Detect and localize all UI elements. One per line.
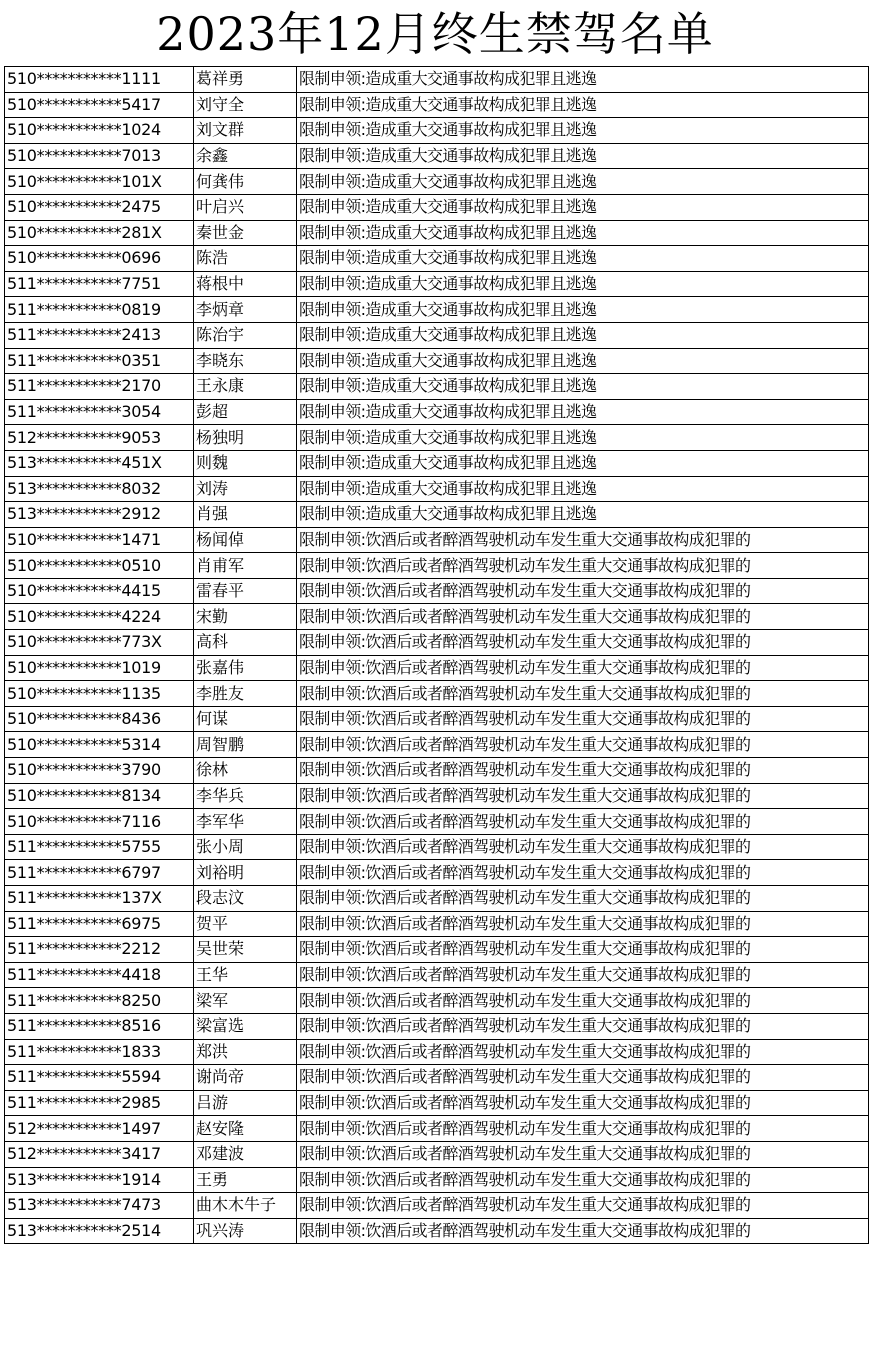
table-row xyxy=(5,1065,869,1091)
reason-cell: 限制申领:饮酒后或者醉酒驾驶机动车发生重大交通事故构成犯罪的 xyxy=(297,1116,869,1142)
name-cell: 彭超 xyxy=(194,399,297,425)
reason-cell: 限制申领:造成重大交通事故构成犯罪且逃逸 xyxy=(297,322,869,348)
reason-cell: 限制申领:饮酒后或者醉酒驾驶机动车发生重大交通事故构成犯罪的 xyxy=(297,886,869,912)
table-row xyxy=(5,578,869,604)
reason-cell: 限制申领:饮酒后或者醉酒驾驶机动车发生重大交通事故构成犯罪的 xyxy=(297,732,869,758)
id-number-cell: 511***********137X xyxy=(5,886,194,912)
id-number-cell: 511***********6975 xyxy=(5,911,194,937)
id-number-cell: 510***********7013 xyxy=(5,143,194,169)
name-cell: 则魏 xyxy=(194,450,297,476)
name-cell: 吕游 xyxy=(194,1090,297,1116)
id-number-cell: 511***********8250 xyxy=(5,988,194,1014)
name-cell: 曲木木牛子 xyxy=(194,1193,297,1219)
reason-cell: 限制申领:饮酒后或者醉酒驾驶机动车发生重大交通事故构成犯罪的 xyxy=(297,578,869,604)
reason-cell: 限制申领:造成重大交通事故构成犯罪且逃逸 xyxy=(297,348,869,374)
name-cell: 蒋根中 xyxy=(194,271,297,297)
id-number-cell: 511***********3054 xyxy=(5,399,194,425)
name-cell: 梁军 xyxy=(194,988,297,1014)
id-number-cell: 511***********6797 xyxy=(5,860,194,886)
id-number-cell: 511***********7751 xyxy=(5,271,194,297)
name-cell: 陈浩 xyxy=(194,246,297,272)
id-number-cell: 510***********5314 xyxy=(5,732,194,758)
name-cell: 葛祥勇 xyxy=(194,67,297,93)
reason-cell: 限制申领:造成重大交通事故构成犯罪且逃逸 xyxy=(297,271,869,297)
id-number-cell: 511***********8516 xyxy=(5,1013,194,1039)
id-number-cell: 511***********2413 xyxy=(5,322,194,348)
id-number-cell: 512***********1497 xyxy=(5,1116,194,1142)
reason-cell: 限制申领:饮酒后或者醉酒驾驶机动车发生重大交通事故构成犯罪的 xyxy=(297,1065,869,1091)
table-row xyxy=(5,962,869,988)
id-number-cell: 510***********281X xyxy=(5,220,194,246)
id-number-cell: 511***********0819 xyxy=(5,297,194,323)
id-number-cell: 513***********8032 xyxy=(5,476,194,502)
table-row xyxy=(5,911,869,937)
table-row xyxy=(5,604,869,630)
id-number-cell: 510***********4415 xyxy=(5,578,194,604)
name-cell: 刘涛 xyxy=(194,476,297,502)
table-row xyxy=(5,450,869,476)
reason-cell: 限制申领:饮酒后或者醉酒驾驶机动车发生重大交通事故构成犯罪的 xyxy=(297,911,869,937)
id-number-cell: 510***********5417 xyxy=(5,92,194,118)
id-number-cell: 511***********2170 xyxy=(5,374,194,400)
name-cell: 肖甫军 xyxy=(194,553,297,579)
name-cell: 张小周 xyxy=(194,834,297,860)
name-cell: 何谋 xyxy=(194,706,297,732)
table-row xyxy=(5,630,869,656)
table-row xyxy=(5,271,869,297)
table-row xyxy=(5,1090,869,1116)
reason-cell: 限制申领:饮酒后或者醉酒驾驶机动车发生重大交通事故构成犯罪的 xyxy=(297,1039,869,1065)
name-cell: 段志汶 xyxy=(194,886,297,912)
reason-cell: 限制申领:饮酒后或者醉酒驾驶机动车发生重大交通事故构成犯罪的 xyxy=(297,783,869,809)
id-number-cell: 510***********0510 xyxy=(5,553,194,579)
table-row xyxy=(5,527,869,553)
id-number-cell: 511***********2212 xyxy=(5,937,194,963)
reason-cell: 限制申领:造成重大交通事故构成犯罪且逃逸 xyxy=(297,194,869,220)
reason-cell: 限制申领:造成重大交通事故构成犯罪且逃逸 xyxy=(297,220,869,246)
reason-cell: 限制申领:造成重大交通事故构成犯罪且逃逸 xyxy=(297,297,869,323)
reason-cell: 限制申领:造成重大交通事故构成犯罪且逃逸 xyxy=(297,374,869,400)
name-cell: 谢尚帝 xyxy=(194,1065,297,1091)
id-number-cell: 510***********1019 xyxy=(5,655,194,681)
table-row xyxy=(5,246,869,272)
reason-cell: 限制申领:饮酒后或者醉酒驾驶机动车发生重大交通事故构成犯罪的 xyxy=(297,834,869,860)
table-row xyxy=(5,706,869,732)
name-cell: 刘文群 xyxy=(194,118,297,144)
reason-cell: 限制申领:造成重大交通事故构成犯罪且逃逸 xyxy=(297,143,869,169)
page-title: 2023年12月终生禁驾名单 xyxy=(156,7,714,61)
name-cell: 李华兵 xyxy=(194,783,297,809)
id-number-cell: 510***********2475 xyxy=(5,194,194,220)
reason-cell: 限制申领:饮酒后或者醉酒驾驶机动车发生重大交通事故构成犯罪的 xyxy=(297,1141,869,1167)
table-row xyxy=(5,322,869,348)
id-number-cell: 512***********3417 xyxy=(5,1141,194,1167)
name-cell: 王华 xyxy=(194,962,297,988)
reason-cell: 限制申领:饮酒后或者醉酒驾驶机动车发生重大交通事故构成犯罪的 xyxy=(297,1167,869,1193)
table-row xyxy=(5,67,869,93)
reason-cell: 限制申领:饮酒后或者醉酒驾驶机动车发生重大交通事故构成犯罪的 xyxy=(297,809,869,835)
name-cell: 张嘉伟 xyxy=(194,655,297,681)
table-row xyxy=(5,783,869,809)
name-cell: 李军华 xyxy=(194,809,297,835)
name-cell: 邓建波 xyxy=(194,1141,297,1167)
id-number-cell: 510***********8134 xyxy=(5,783,194,809)
id-number-cell: 511***********0351 xyxy=(5,348,194,374)
name-cell: 周智鹏 xyxy=(194,732,297,758)
table-row xyxy=(5,1167,869,1193)
id-number-cell: 510***********3790 xyxy=(5,758,194,784)
reason-cell: 限制申领:饮酒后或者醉酒驾驶机动车发生重大交通事故构成犯罪的 xyxy=(297,1090,869,1116)
name-cell: 雷春平 xyxy=(194,578,297,604)
reason-cell: 限制申领:造成重大交通事故构成犯罪且逃逸 xyxy=(297,169,869,195)
table-row xyxy=(5,1193,869,1219)
table-row xyxy=(5,681,869,707)
table-row xyxy=(5,655,869,681)
reason-cell: 限制申领:造成重大交通事故构成犯罪且逃逸 xyxy=(297,246,869,272)
id-number-cell: 513***********1914 xyxy=(5,1167,194,1193)
id-number-cell: 510***********7116 xyxy=(5,809,194,835)
table-row xyxy=(5,92,869,118)
reason-cell: 限制申领:饮酒后或者醉酒驾驶机动车发生重大交通事故构成犯罪的 xyxy=(297,681,869,707)
reason-cell: 限制申领:饮酒后或者醉酒驾驶机动车发生重大交通事故构成犯罪的 xyxy=(297,1218,869,1244)
name-cell: 陈治宇 xyxy=(194,322,297,348)
name-cell: 郑洪 xyxy=(194,1039,297,1065)
reason-cell: 限制申领:饮酒后或者醉酒驾驶机动车发生重大交通事故构成犯罪的 xyxy=(297,604,869,630)
table-row xyxy=(5,399,869,425)
reason-cell: 限制申领:饮酒后或者醉酒驾驶机动车发生重大交通事故构成犯罪的 xyxy=(297,962,869,988)
id-number-cell: 513***********2514 xyxy=(5,1218,194,1244)
table-row xyxy=(5,1116,869,1142)
reason-cell: 限制申领:饮酒后或者醉酒驾驶机动车发生重大交通事故构成犯罪的 xyxy=(297,1193,869,1219)
reason-cell: 限制申领:造成重大交通事故构成犯罪且逃逸 xyxy=(297,425,869,451)
name-cell: 刘守全 xyxy=(194,92,297,118)
name-cell: 杨闻倬 xyxy=(194,527,297,553)
id-number-cell: 513***********7473 xyxy=(5,1193,194,1219)
table-row xyxy=(5,732,869,758)
name-cell: 巩兴涛 xyxy=(194,1218,297,1244)
banned-drivers-table xyxy=(4,66,869,1244)
name-cell: 梁富选 xyxy=(194,1013,297,1039)
id-number-cell: 513***********2912 xyxy=(5,502,194,528)
reason-cell: 限制申领:造成重大交通事故构成犯罪且逃逸 xyxy=(297,118,869,144)
table-row xyxy=(5,374,869,400)
table-row xyxy=(5,476,869,502)
name-cell: 李炳章 xyxy=(194,297,297,323)
table-row xyxy=(5,758,869,784)
reason-cell: 限制申领:饮酒后或者醉酒驾驶机动车发生重大交通事故构成犯罪的 xyxy=(297,758,869,784)
table-row xyxy=(5,937,869,963)
reason-cell: 限制申领:饮酒后或者醉酒驾驶机动车发生重大交通事故构成犯罪的 xyxy=(297,553,869,579)
reason-cell: 限制申领:饮酒后或者醉酒驾驶机动车发生重大交通事故构成犯罪的 xyxy=(297,655,869,681)
id-number-cell: 511***********4418 xyxy=(5,962,194,988)
table-row xyxy=(5,425,869,451)
id-number-cell: 511***********2985 xyxy=(5,1090,194,1116)
id-number-cell: 513***********451X xyxy=(5,450,194,476)
reason-cell: 限制申领:饮酒后或者醉酒驾驶机动车发生重大交通事故构成犯罪的 xyxy=(297,988,869,1014)
table-row xyxy=(5,169,869,195)
reason-cell: 限制申领:饮酒后或者醉酒驾驶机动车发生重大交通事故构成犯罪的 xyxy=(297,937,869,963)
id-number-cell: 510***********1111 xyxy=(5,67,194,93)
table-row xyxy=(5,553,869,579)
table-row xyxy=(5,220,869,246)
name-cell: 李胜友 xyxy=(194,681,297,707)
id-number-cell: 510***********773X xyxy=(5,630,194,656)
name-cell: 赵安隆 xyxy=(194,1116,297,1142)
table-row xyxy=(5,886,869,912)
id-number-cell: 511***********1833 xyxy=(5,1039,194,1065)
name-cell: 杨独明 xyxy=(194,425,297,451)
reason-cell: 限制申领:饮酒后或者醉酒驾驶机动车发生重大交通事故构成犯罪的 xyxy=(297,1013,869,1039)
id-number-cell: 510***********101X xyxy=(5,169,194,195)
name-cell: 李晓东 xyxy=(194,348,297,374)
table-body xyxy=(5,67,869,1244)
table-row xyxy=(5,809,869,835)
name-cell: 吴世荣 xyxy=(194,937,297,963)
reason-cell: 限制申领:造成重大交通事故构成犯罪且逃逸 xyxy=(297,92,869,118)
reason-cell: 限制申领:饮酒后或者醉酒驾驶机动车发生重大交通事故构成犯罪的 xyxy=(297,630,869,656)
id-number-cell: 510***********1024 xyxy=(5,118,194,144)
id-number-cell: 510***********1471 xyxy=(5,527,194,553)
id-number-cell: 511***********5755 xyxy=(5,834,194,860)
reason-cell: 限制申领:造成重大交通事故构成犯罪且逃逸 xyxy=(297,67,869,93)
reason-cell: 限制申领:造成重大交通事故构成犯罪且逃逸 xyxy=(297,502,869,528)
id-number-cell: 510***********0696 xyxy=(5,246,194,272)
id-number-cell: 510***********4224 xyxy=(5,604,194,630)
table-row xyxy=(5,834,869,860)
name-cell: 贺平 xyxy=(194,911,297,937)
table-row xyxy=(5,1013,869,1039)
table-row xyxy=(5,1218,869,1244)
id-number-cell: 510***********1135 xyxy=(5,681,194,707)
table-row xyxy=(5,194,869,220)
name-cell: 徐林 xyxy=(194,758,297,784)
table-row xyxy=(5,502,869,528)
table-row xyxy=(5,143,869,169)
reason-cell: 限制申领:饮酒后或者醉酒驾驶机动车发生重大交通事故构成犯罪的 xyxy=(297,706,869,732)
reason-cell: 限制申领:造成重大交通事故构成犯罪且逃逸 xyxy=(297,476,869,502)
id-number-cell: 510***********8436 xyxy=(5,706,194,732)
name-cell: 叶启兴 xyxy=(194,194,297,220)
name-cell: 肖强 xyxy=(194,502,297,528)
reason-cell: 限制申领:饮酒后或者醉酒驾驶机动车发生重大交通事故构成犯罪的 xyxy=(297,860,869,886)
name-cell: 宋勤 xyxy=(194,604,297,630)
reason-cell: 限制申领:饮酒后或者醉酒驾驶机动车发生重大交通事故构成犯罪的 xyxy=(297,527,869,553)
table-row xyxy=(5,297,869,323)
name-cell: 刘裕明 xyxy=(194,860,297,886)
id-number-cell: 512***********9053 xyxy=(5,425,194,451)
reason-cell: 限制申领:造成重大交通事故构成犯罪且逃逸 xyxy=(297,399,869,425)
table-row xyxy=(5,118,869,144)
table-row xyxy=(5,348,869,374)
table-row xyxy=(5,1039,869,1065)
name-cell: 秦世金 xyxy=(194,220,297,246)
reason-cell: 限制申领:造成重大交通事故构成犯罪且逃逸 xyxy=(297,450,869,476)
name-cell: 王永康 xyxy=(194,374,297,400)
name-cell: 余鑫 xyxy=(194,143,297,169)
table-row xyxy=(5,860,869,886)
table-row xyxy=(5,988,869,1014)
id-number-cell: 511***********5594 xyxy=(5,1065,194,1091)
table-row xyxy=(5,1141,869,1167)
name-cell: 高科 xyxy=(194,630,297,656)
name-cell: 何龚伟 xyxy=(194,169,297,195)
name-cell: 王勇 xyxy=(194,1167,297,1193)
